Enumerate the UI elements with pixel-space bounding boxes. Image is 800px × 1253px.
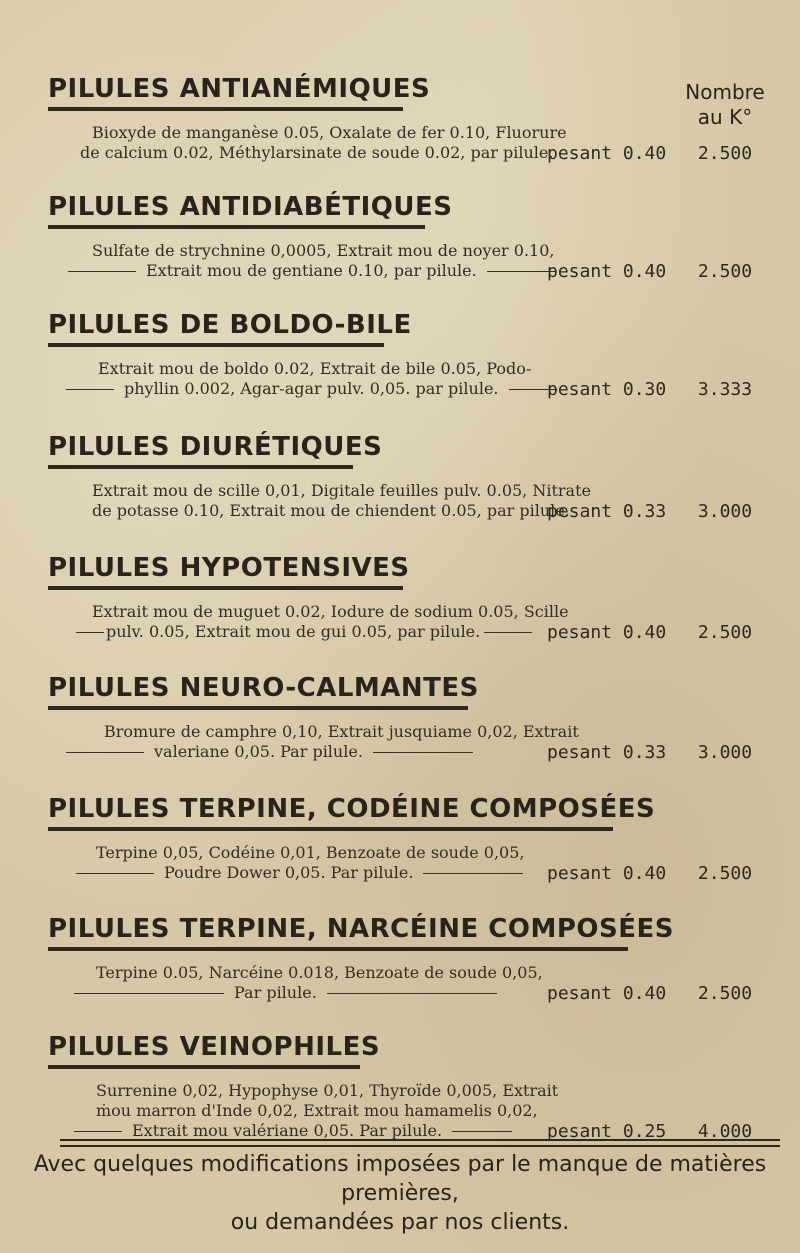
section-description — [98, 359, 568, 399]
leader-rule-right — [423, 873, 523, 874]
pill-weight: pesant 0.40 — [547, 143, 667, 164]
description-line-2: pulv. 0.05, Extrait mou de gui 0.05, par pilule. — [106, 622, 481, 641]
description-line-1: Extrait mou de muguet 0.02, Iodure de sodium 0.05, Scille — [92, 602, 569, 621]
leader-rule-left — [66, 389, 114, 390]
description-line-2: phyllin 0.002, Agar-agar pulv. 0,05. par pilule. — [124, 379, 499, 398]
leader-rule-right — [452, 1131, 512, 1132]
section-title: PILULES ANTIANÉMIQUES — [48, 74, 403, 111]
section-description — [92, 241, 562, 281]
pill-weight: pesant 0.33 — [547, 742, 667, 763]
description-line-2-wrap — [58, 261, 562, 281]
section-description — [104, 722, 579, 762]
description-line-2: valeriane 0,05. Par pilule. — [154, 742, 363, 761]
leader-rule-left — [76, 873, 154, 874]
pill-count: 2.500 — [697, 143, 753, 164]
section-title: PILULES NEURO-CALMANTES — [48, 673, 468, 710]
section-description — [96, 1081, 566, 1141]
section-description — [92, 602, 569, 642]
pill-count: 4.000 — [697, 1121, 753, 1142]
description-line-1: Terpine 0,05, Codéine 0,01, Benzoate de soude 0,05, — [96, 843, 525, 862]
pill-weight: pesant 0.40 — [547, 261, 667, 282]
pill-count: 2.500 — [697, 863, 753, 884]
description-line-2-wrap — [66, 863, 566, 883]
description-line-2: Extrait mou de gentiane 0.10, par pilule. — [146, 261, 477, 280]
count-header-line-1: Nombre — [685, 80, 765, 104]
description-line-1: Terpine 0.05, Narcéine 0.018, Benzoate de soude 0,05, — [96, 963, 543, 982]
description-line-2: de potasse 0.10, Extrait mou de chiendent 0.05, par pilule. — [92, 501, 570, 520]
leader-rule-right — [327, 993, 497, 994]
leader-rule-left — [76, 632, 104, 633]
leader-rule-left — [66, 752, 144, 753]
description-line-2-wrap — [56, 742, 574, 762]
footer-note — [0, 1150, 800, 1237]
leader-rule-left — [74, 993, 224, 994]
description-line-2: Poudre Dower 0,05. Par pilule. — [164, 863, 414, 882]
pill-weight: pesant 0.40 — [547, 983, 667, 1004]
description-line-1: Bioxyde de manganèse 0.05, Oxalate de fer 0.10, Fluorure — [92, 123, 567, 142]
section-description — [96, 843, 566, 883]
pill-weight: pesant 0.40 — [547, 863, 667, 884]
count-column-header — [670, 80, 780, 130]
description-line-1: Bromure de camphre 0,10, Extrait jusquiame 0,02, Extrait — [104, 722, 579, 741]
description-line-2-wrap — [56, 379, 568, 399]
description-line-1b: ṁou marron d'Inde 0,02, Extrait mou hamamelis 0,02, — [96, 1101, 538, 1120]
section-title: PILULES TERPINE, CODÉINE COMPOSÉES — [48, 794, 613, 831]
description-line-2-wrap — [64, 1121, 566, 1141]
pill-weight: pesant 0.30 — [547, 379, 667, 400]
pill-count: 2.500 — [697, 622, 753, 643]
section-description — [92, 481, 591, 521]
pill-count: 3.333 — [697, 379, 753, 400]
description-line-2: Par pilule. — [234, 983, 317, 1002]
description-line-1: Extrait mou de boldo 0.02, Extrait de bile 0.05, Podo- — [98, 359, 532, 378]
leader-rule-right — [484, 632, 532, 633]
pill-count: 2.500 — [697, 983, 753, 1004]
leader-rule-right — [373, 752, 473, 753]
description-line-1: Sulfate de strychnine 0,0005, Extrait mou de noyer 0.10, — [92, 241, 555, 260]
pill-weight: pesant 0.40 — [547, 622, 667, 643]
description-line-2: Extrait mou valériane 0,05. Par pilule. — [132, 1121, 443, 1140]
pill-count: 2.500 — [697, 261, 753, 282]
section-description — [80, 123, 567, 163]
footer-divider — [60, 1139, 780, 1147]
section-title: PILULES VEINOPHILES — [48, 1032, 360, 1069]
leader-rule-left — [68, 271, 136, 272]
pill-weight: pesant 0.33 — [547, 501, 667, 522]
footer-line-2: ou demandées par nos clients. — [230, 1210, 570, 1235]
leader-rule-left — [74, 1131, 122, 1132]
section-title: PILULES DE BOLDO-BILE — [48, 310, 384, 347]
description-line-2: de calcium 0.02, Méthylarsinate de soude 0.02, par pilule. — [80, 143, 554, 162]
section-description — [96, 963, 566, 1003]
pill-count: 3.000 — [697, 501, 753, 522]
leader-rule-right — [487, 271, 555, 272]
section-title: PILULES TERPINE, NARCÉINE COMPOSÉES — [48, 914, 628, 951]
section-title: PILULES ANTIDIABÉTIQUES — [48, 192, 425, 229]
section-title: PILULES HYPOTENSIVES — [48, 553, 403, 590]
description-line-1: Extrait mou de scille 0,01, Digitale feuilles pulv. 0.05, Nitrate — [92, 481, 591, 500]
description-line-1: Surrenine 0,02, Hypophyse 0,01, Thyroïde 0,005, Extrait — [96, 1081, 559, 1100]
count-header-line-2: au K° — [697, 105, 753, 129]
description-line-2-wrap — [64, 983, 566, 1003]
pill-weight: pesant 0.25 — [547, 1121, 667, 1142]
description-line-2-wrap — [76, 622, 562, 642]
pill-count: 3.000 — [697, 742, 753, 763]
footer-line-1: Avec quelques modifications imposées par le manque de matières premières, — [33, 1152, 767, 1206]
section-title: PILULES DIURÉTIQUES — [48, 432, 353, 469]
